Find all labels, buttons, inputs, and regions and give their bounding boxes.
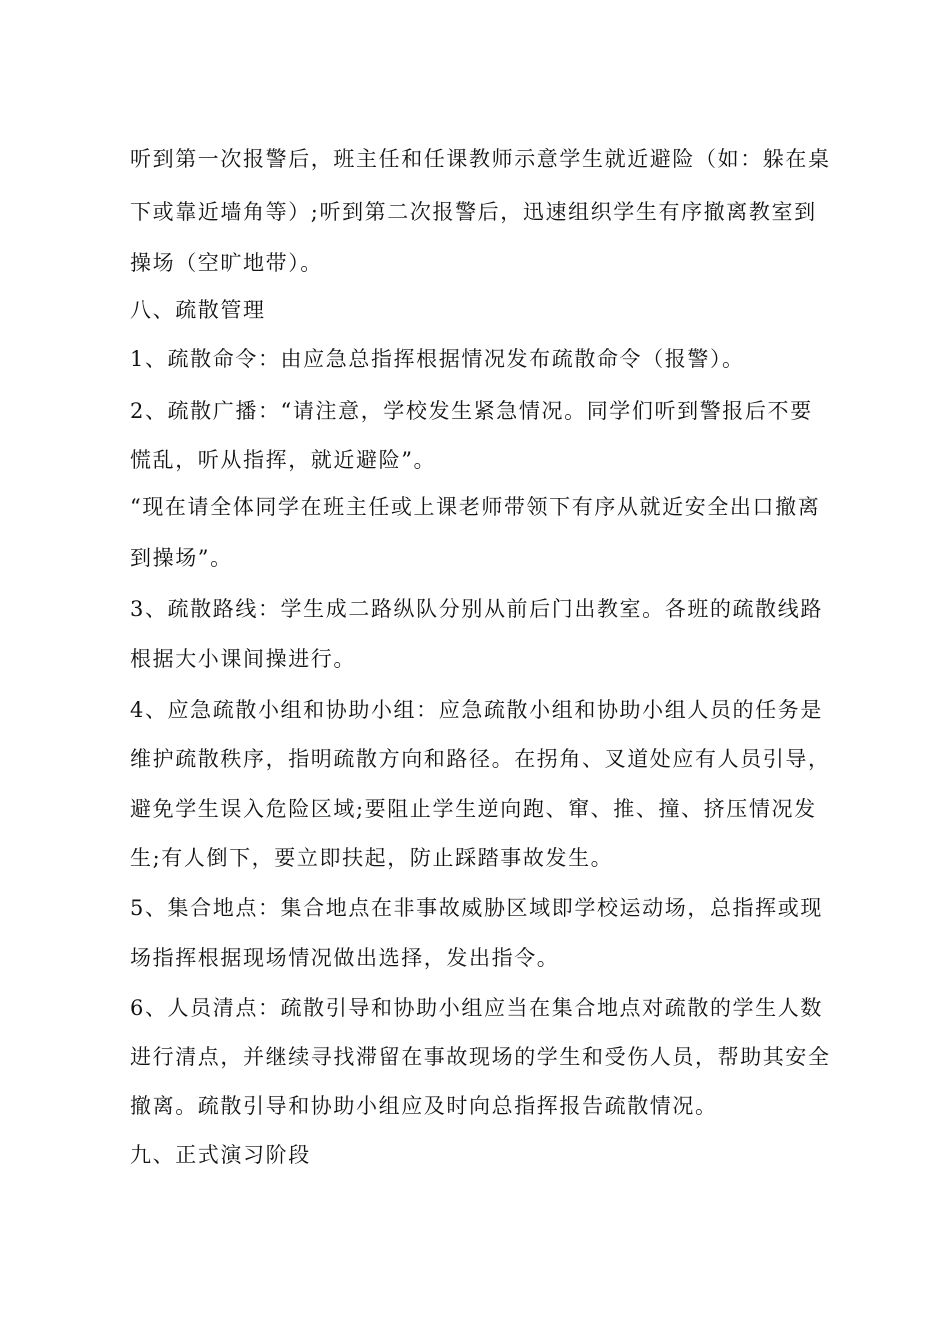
text-line: 1、疏散命令：由应急总指挥根据情况发布疏散命令（报警）。 [130, 347, 745, 371]
text-line: 维护疏散秩序，指明疏散方向和路径。在拐角、叉道处应有人员引导， [130, 747, 831, 771]
text-line: 生;有人倒下，要立即扶起，防止踩踏事故发生。 [130, 846, 614, 870]
text-line: 避免学生误入危险区域;要阻止学生逆向跑、窜、推、撞、挤压情况发 [130, 797, 817, 821]
section-heading: 八、疏散管理 [130, 298, 266, 322]
text-line: 慌乱，听从指挥，就近避险”。 [130, 448, 437, 472]
text-line: 下或靠近墙角等）;听到第二次报警后，迅速组织学生有序撤离教室到 [130, 200, 817, 224]
text-line: 到操场”。 [130, 546, 233, 570]
text-line: 6、人员清点：疏散引导和协助小组应当在集合地点对疏散的学生人数 [130, 996, 823, 1020]
text-line: 2、疏散广播：“请注意，学校发生紧急情况。同学们听到警报后不要 [130, 399, 813, 423]
text-line: 5、集合地点：集合地点在非事故威胁区域即学校运动场，总指挥或现 [130, 896, 823, 920]
text-line: 进行清点，并继续寻找滞留在事故现场的学生和受伤人员，帮助其安全 [130, 1045, 831, 1069]
text-line: 操场（空旷地带）。 [130, 251, 323, 275]
section-heading: 九、正式演习阶段 [130, 1143, 311, 1167]
text-line: 3、疏散路线：学生成二路纵队分别从前后门出教室。各班的疏散线路 [130, 597, 823, 621]
text-line: 撤离。疏散引导和协助小组应及时向总指挥报告疏散情况。 [130, 1094, 718, 1118]
text-line: 根据大小课间操进行。 [130, 647, 356, 671]
text-line: 场指挥根据现场情况做出选择，发出指令。 [130, 946, 560, 970]
text-line: 4、应急疏散小组和协助小组：应急疏散小组和协助小组人员的任务是 [130, 698, 823, 722]
text-line: “现在请全体同学在班主任或上课老师带领下有序从就近安全出口撤离 [130, 495, 821, 519]
text-line: 听到第一次报警后，班主任和任课教师示意学生就近避险（如：躲在桌 [130, 147, 831, 171]
